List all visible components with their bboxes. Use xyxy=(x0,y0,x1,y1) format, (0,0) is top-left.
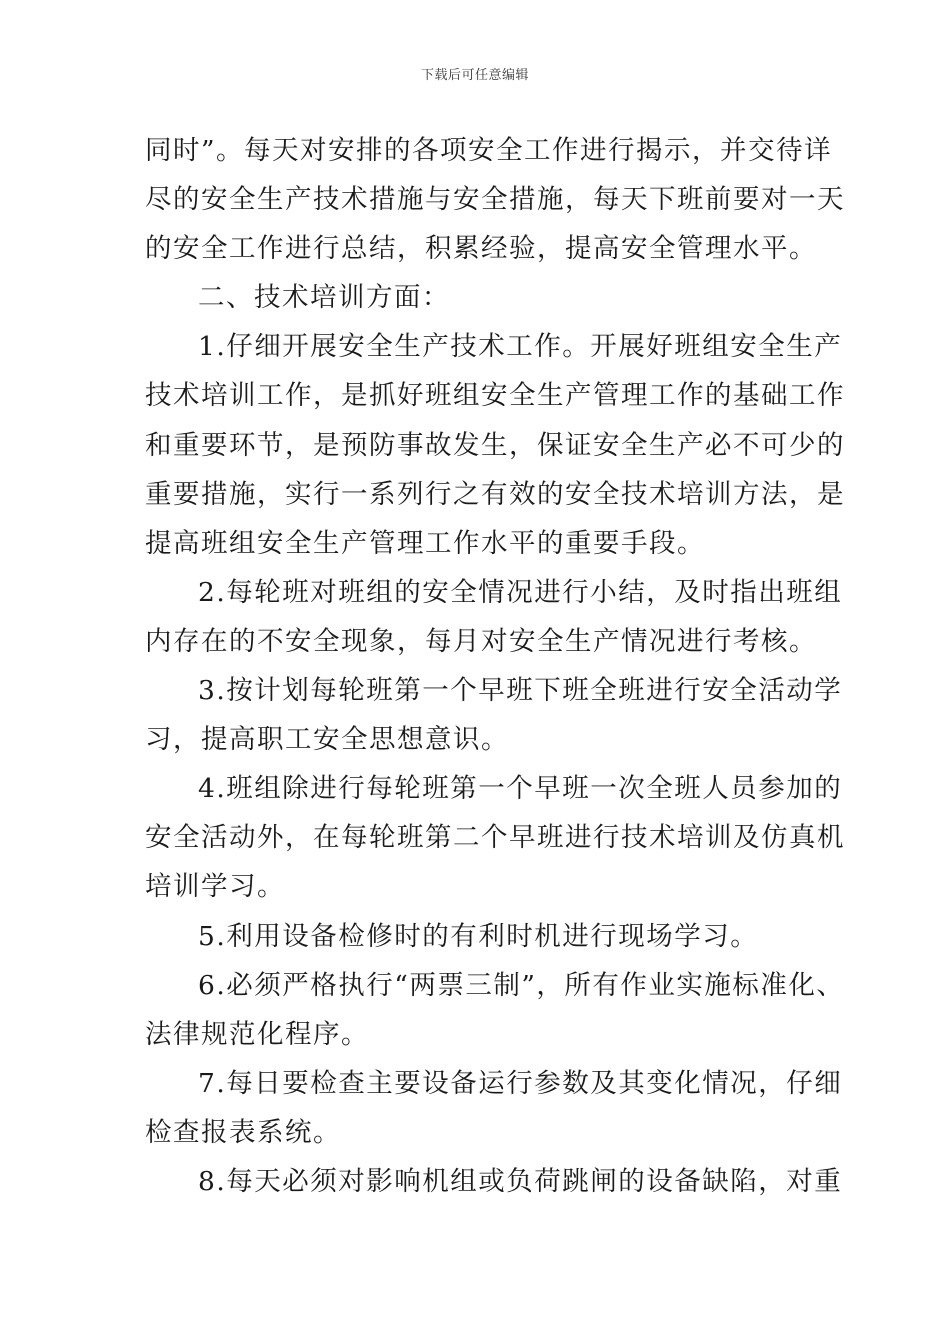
text-line: 尽的安全生产技术措施与安全措施，每天下班前要对一天 xyxy=(145,184,845,216)
text-line: 8.每天必须对影响机组或负荷跳闸的设备缺陷，对重 xyxy=(198,1165,843,1197)
text-line: 的安全工作进行总结，积累经验，提高安全管理水平。 xyxy=(145,233,817,265)
text-line: 6.必须严格执行“两票三制”，所有作业实施标准化、 xyxy=(198,969,845,1001)
document-body xyxy=(145,126,845,1206)
text-line: 同时”。每天对安排的各项安全工作进行揭示，并交待详 xyxy=(145,135,833,166)
text-line: 2.每轮班对班组的安全情况进行小结，及时指出班组 xyxy=(198,576,843,608)
page-header: 下载后可任意编辑 xyxy=(420,68,529,83)
text-line: 7.每日要检查主要设备运行参数及其变化情况，仔细 xyxy=(198,1067,843,1099)
text-line: 检查报表系统。 xyxy=(145,1116,341,1148)
text-line: 和重要环节，是预防事故发生，保证安全生产必不可少的 xyxy=(145,429,845,461)
text-line: 重要措施，实行一系列行之有效的安全技术培训方法，是 xyxy=(145,478,845,510)
text-line: 内存在的不安全现象，每月对安全生产情况进行考核。 xyxy=(145,625,817,657)
text-line: 法律规范化程序。 xyxy=(145,1018,369,1050)
text-line: 培训学习。 xyxy=(145,871,285,903)
text-line: 3.按计划每轮班第一个早班下班全班进行安全活动学 xyxy=(198,675,843,707)
text-line: 1.仔细开展安全生产技术工作。开展好班组安全生产 xyxy=(198,331,843,363)
text-line: 5.利用设备检修时的有利时机进行现场学习。 xyxy=(198,920,759,952)
section-heading: 二、技术培训方面： xyxy=(198,282,450,314)
text-line: 提高班组安全生产管理工作水平的重要手段。 xyxy=(145,527,705,559)
text-line: 安全活动外，在每轮班第二个早班进行技术培训及仿真机 xyxy=(145,822,845,854)
text-line: 习，提高职工安全思想意识。 xyxy=(145,724,509,756)
text-line: 4.班组除进行每轮班第一个早班一次全班人员参加的 xyxy=(198,773,843,805)
text-line: 技术培训工作，是抓好班组安全生产管理工作的基础工作 xyxy=(145,380,845,412)
